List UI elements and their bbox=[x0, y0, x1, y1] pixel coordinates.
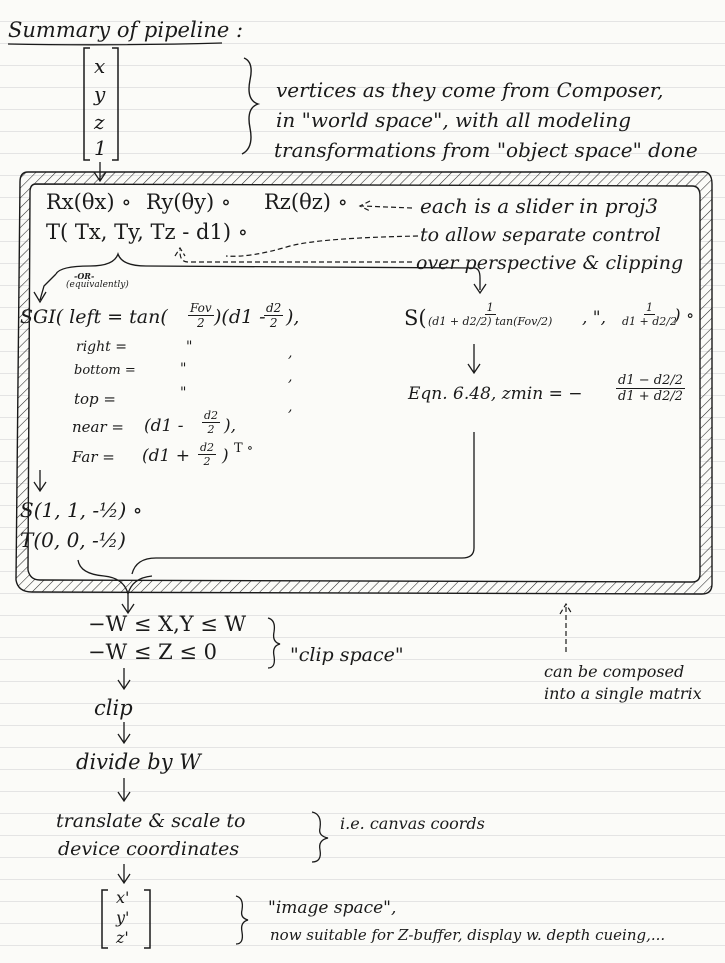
sgi-d2-num: d2 bbox=[266, 301, 282, 315]
right-s-one: 1 bbox=[486, 301, 494, 314]
arrow-down-output bbox=[118, 864, 130, 883]
step-translate-line2: device coordinates bbox=[58, 838, 240, 860]
arrow-down-translate bbox=[118, 778, 130, 801]
bottom-ditto: " bbox=[180, 361, 187, 377]
output-vector-left-bracket bbox=[102, 890, 108, 948]
input-vector-x: x bbox=[94, 54, 106, 78]
input-note-line1: vertices as they come from Composer, bbox=[276, 78, 664, 102]
input-vector-right-bracket bbox=[112, 48, 118, 160]
input-vector-y: y bbox=[94, 82, 106, 106]
output-vector-right-bracket bbox=[144, 890, 150, 948]
output-brace bbox=[236, 896, 248, 944]
arrow-down-divide bbox=[118, 722, 130, 743]
near-d2-num: d2 bbox=[204, 409, 219, 422]
sgi-open: SGI( left = tan( bbox=[20, 306, 168, 328]
top-label: top = bbox=[74, 390, 116, 408]
clip-space-brace bbox=[268, 618, 280, 668]
far-d2-fraction bbox=[198, 442, 216, 467]
input-note-line2: in "world space", with all modeling bbox=[276, 108, 632, 132]
output-vector-x: x' bbox=[116, 888, 130, 907]
right-s-close: ) ∘ bbox=[674, 306, 695, 326]
equivalently-label: (equivalently) bbox=[66, 280, 129, 290]
right-ditto: " bbox=[186, 339, 193, 355]
right-s-fraction-2 bbox=[622, 302, 677, 327]
compose-dashed-arrow bbox=[560, 604, 572, 652]
rotation-ry: Ry(θy) ∘ bbox=[146, 190, 232, 214]
input-vector-left-bracket bbox=[84, 48, 90, 160]
rotation-rz: Rz(θz) ∘ bbox=[264, 190, 348, 214]
far-d2-num: d2 bbox=[200, 441, 215, 454]
compose-note-line1: can be composed bbox=[544, 662, 685, 681]
top-comma: , bbox=[288, 399, 293, 415]
right-label: right = bbox=[76, 339, 127, 355]
near-label: near = bbox=[72, 418, 124, 436]
zmin-num: d1 − d2/2 bbox=[618, 373, 683, 388]
input-vector-1: 1 bbox=[94, 136, 107, 160]
sgi-fov-fraction bbox=[188, 302, 214, 329]
right-comma: , bbox=[288, 345, 293, 361]
far-expr: (d1 + bbox=[142, 446, 190, 466]
top-ditto: " bbox=[180, 385, 187, 401]
output-vector-z: z' bbox=[116, 928, 129, 947]
near-close: ), bbox=[224, 416, 237, 436]
right-s-mid: , ", bbox=[582, 308, 607, 328]
step-translate-line1: translate & scale to bbox=[56, 810, 246, 832]
arrow-to-clip-space bbox=[122, 594, 134, 613]
input-note-line3: transformations from "object space" done bbox=[274, 138, 698, 162]
rotation-rx: Rx(θx) ∘ bbox=[46, 190, 132, 214]
near-d2-fraction bbox=[202, 410, 220, 435]
device-brace bbox=[312, 812, 328, 862]
clip-space-label: "clip space" bbox=[290, 644, 404, 666]
sgi-d-paren: )(d1 - bbox=[214, 306, 266, 328]
input-note-brace bbox=[242, 58, 258, 154]
output-vector-y: y' bbox=[116, 908, 130, 927]
right-s-fraction bbox=[428, 302, 552, 327]
step-clip: clip bbox=[94, 696, 133, 720]
sgi-fov-den: 2 bbox=[197, 316, 205, 330]
step-divide: divide by W bbox=[76, 750, 201, 774]
bottom-label: bottom = bbox=[74, 363, 136, 378]
right-s-dsum: d1 + d2/2 bbox=[622, 315, 677, 328]
sgi-close: ), bbox=[286, 306, 300, 328]
sgi-d2-den: 2 bbox=[269, 316, 278, 330]
clip-space-line1: −W ≤ X,Y ≤ W bbox=[88, 612, 247, 636]
sgi-fov-num: Fov bbox=[190, 301, 212, 315]
near-d2-den: 2 bbox=[207, 423, 215, 436]
canvas-note: i.e. canvas coords bbox=[340, 814, 485, 833]
sgi-d2-fraction bbox=[264, 302, 283, 329]
compose-note-line2: into a single matrix bbox=[544, 684, 702, 703]
slider-note: each is a slider in proj3 bbox=[420, 194, 659, 218]
zmin-fraction bbox=[616, 374, 685, 403]
far-d2-den: 2 bbox=[203, 455, 211, 468]
bottom-comma: , bbox=[288, 369, 293, 385]
scale-matrix: S(1, 1, -½) ∘ bbox=[20, 498, 143, 522]
clip-space-line2: −W ≤ Z ≤ 0 bbox=[88, 640, 218, 664]
translate-t: T( Tx, Ty, Tz - d1) ∘ bbox=[46, 220, 248, 244]
right-s-one-2: 1 bbox=[646, 301, 653, 314]
page-title: Summary of pipeline : bbox=[8, 18, 244, 42]
far-close: ) bbox=[222, 446, 229, 466]
separate-note-line2: over perspective & clipping bbox=[416, 252, 684, 274]
or-label: -OR- bbox=[74, 271, 95, 281]
near-expr: (d1 - bbox=[144, 416, 184, 436]
zmin-den: d1 + d2/2 bbox=[618, 389, 683, 404]
title-underline bbox=[8, 43, 222, 45]
input-vector-z: z bbox=[94, 110, 105, 134]
eqn-label: Eqn. 6.48, zmin = − bbox=[408, 384, 583, 404]
separate-note-line1: to allow separate control bbox=[420, 224, 661, 246]
arrow-down-clip bbox=[118, 668, 130, 689]
output-note-line2: now suitable for Z-buffer, display w. depth cueing,... bbox=[270, 926, 666, 944]
far-label: Far = bbox=[72, 448, 115, 466]
translate-matrix: T(0, 0, -½) bbox=[20, 528, 126, 552]
right-s-den: (d1 + d2/2) tan(Fov/2) bbox=[428, 315, 553, 328]
output-note-line1: "image space", bbox=[268, 898, 397, 918]
right-s-open: S( bbox=[404, 306, 427, 330]
far-tail: T ∘ bbox=[234, 441, 254, 456]
